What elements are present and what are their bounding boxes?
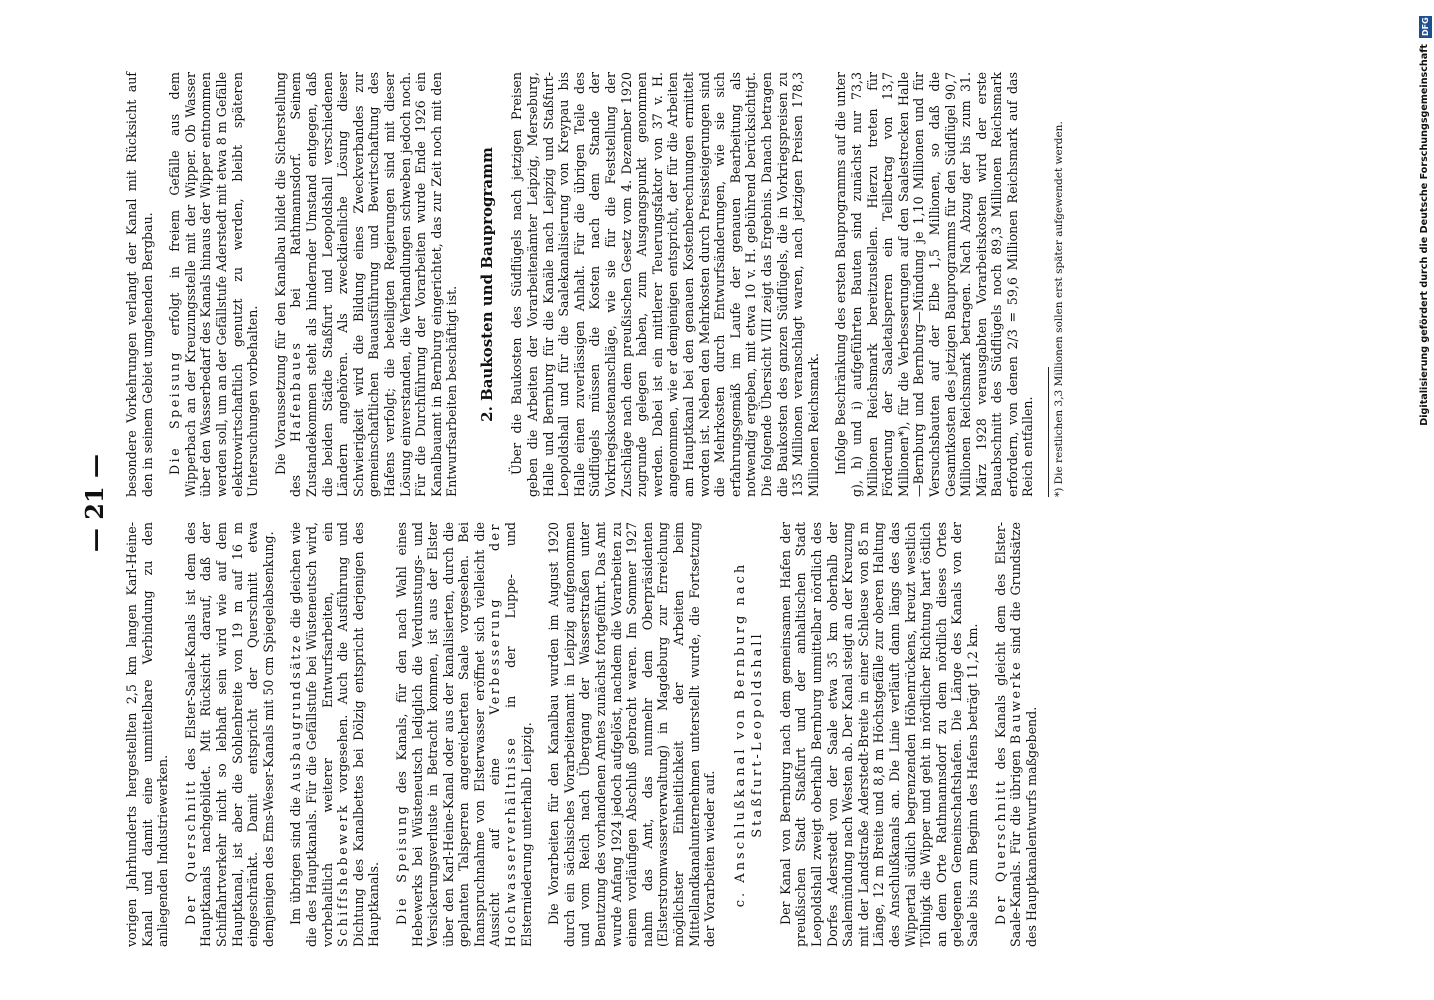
emphasis: Verbesserung der Hochwasserverhältnisse — [487, 522, 519, 947]
page-number: — 21 — — [80, 453, 109, 553]
paragraph-canal-route: Der Kanal von Bernburg nach dem gemeinsamen Hafen der preußischen Stadt Staßfurt und der anhaltischen Stadt Leopoldshall zweigt oberhalb Bernburg unmittelbar nördlich des Dorfes Aderstedt von der Saale etwa 35 km oberhalb der Saalemündung nach Westen ab. Der Kanal steigt an der Kreuzung mit der Landstraße Aderstedt-Breite in einer Schleuse von 85 m Länge, 12 m Breite und 8,8 m Höchstgefälle zur oberen Haltung des Anschlußkanals an. Die Linie verläuft dann längs des das Wippertal südlich begrenzenden Höhenrückens, kreuzt westlich Töllnigk die Wipper und geht in nördlicher Richtung hart östlich an dem Orte Rathmannsdorf zu dem nördlich dieses Ortes gelegenen Gemeinschaftshafen. Die Länge des Kanals von der Saale bis zum Beginn des Hafens beträgt 11,2 km. — [777, 522, 980, 947]
paragraph-harbour: Die Voraussetzung für den Kanalbau bildet die Sicherstellung des Hafenbaues bei Rathmannsdorf. Seinem Zustandekommen steht als hindernder Umstand entgegen, daß die beiden Städte Staßfurt und Leopoldshall verschiedenen Ländern angehören. Als zweckdienliche Lösung dieser Schwierigkeit wird die Bildung eines Zweckverbandes zur gemeinschaftlichen Bauausführung und Bewirtschaftung des Hafens verfolgt; die beteiligten Regierungen sind mit dieser Lösung einverstanden, die Verhandlungen schweben jedoch noch. Für die Durchführung der Vorarbeiten wurde Ende 1926 ein Kanalbauamt in Bernburg eingerichtet, das zur Zeit noch mit den Entwurfsarbeiten beschäftigt ist. — [272, 72, 460, 497]
footnote-divider — [1048, 367, 1049, 497]
section-heading-2: 2. Baukosten und Bauprogramm — [477, 147, 496, 422]
emphasis: Hafenbaues — [288, 340, 304, 442]
footnote: *) Die restlichen 3,3 Millionen sollen erst später aufgewendet werden. — [1053, 121, 1066, 497]
emphasis: Der Querschnitt — [992, 778, 1008, 925]
paragraph-supply: Die Speisung erfolgt in freiem Gefälle aus dem Wipperbach an der Kreuzungsstelle mit der Wipper. Ob Wasser über den Wasserbedarf des Kanals hinaus der Wipper entnommen werden soll, um an der Gefällstufe Aderstedt mit etwa 8 m Gefälle elektrowirtschaftlich genutzt zu werden, bleibt späteren Untersuchungen vorbehalten. — [167, 72, 261, 497]
paragraph-preliminary-work: Die Vorarbeiten für den Kanalbau wurden im August 1920 durch ein sächsisches Vorarbeitenamt in Leipzig aufgenommen und vom Reich nach Übergang der Wasserstraßen unter Benutzung des vorhandenen Amtes zunächst fortgeführt. Das Amt wurde Anfang 1924 jedoch aufgelöst, nachdem die Vorarbeiten zu einem vorläufigen Abschluß gebracht waren. Im Sommer 1927 nahm das Amt, das nunmehr dem Oberpräsidenten (Elsterstromwasserverwaltung) in Magdeburg zur Erreichung möglichster Einheitlichkeit der Arbeiten beim Mittellandkanalunternehmen unterstellt wurde, die Fortsetzung der Vorarbeiten wieder auf. — [546, 522, 718, 947]
paragraph-costs: Über die Baukosten des Südflügels nach jetzigen Preisen geben die Arbeiten der Vorarbeitenämter Leipzig, Merseburg, Halle und Bernburg für die Kanäle nach Leipzig und Staßfurt-Leopoldshall und für die Saalekanalisierung von Kreypau bis Halle einen zuverlässigen Anhalt. Für die übrigen Teile des Südflügels müssen die Kosten nach dem Stande der Vorkriegskostenanschläge, wie sie für die Feststellung der Zuschläge nach dem preußischen Gesetz vom 4. Dezember 1920 zugrunde gelegen haben, zum Ausgangspunkt genommen werden. Dabei ist ein mittlerer Teuerungsfaktor von 37 v. H. angenommen, wie er demjenigen entspricht, der für die Arbeiten am Hauptkanal bei den genauen Kostenberechnungen ermittelt worden ist. Neben den Mehrkosten durch Preissteigerungen sind die Mehrkosten durch Entwurfsänderungen, wie sie sich erfahrungsgemäß im Laufe der genauen Bearbeitung als notwendig ergeben, mit etwa 10 v. H. gebührend berücksichtigt. Die folgende Übersicht VIII zeigt das Ergebnis. Danach betragen die Baukosten des ganzen Südflügels, die in Vorkriegspreisen zu 135 Millionen veranschlagt waren, nach jetzigen Preisen 178,3 Millionen Reichsmark. — [509, 72, 821, 497]
paragraph: vorigen Jahrhunderts hergestellten 2,5 km langen Karl-Heine-Kanal und damit eine unmittelbare Verbindung zu den anliegenden Industriewerken. — [124, 522, 171, 947]
emphasis: Bauwerke — [1008, 659, 1024, 745]
emphasis: Die Speisung — [393, 803, 409, 925]
paragraph-programme: Infolge Beschränkung des ersten Bauprogramms auf die unter g), h) und i) aufgeführten Bauten sind zunächst nur 73,3 Millionen Reichsmark bereitzustellen. Hierzu treten für Förderung der Saaletalsperren ein Teilbetrag von 13,7 Millionen*), für die Verbesserungen auf den Saalestrecken Halle—Bernburg und Bernburg—Mündung je 1,10 Millionen und für Versuchsbauten auf der Elbe 1,5 Millionen, so daß die Gesamtkosten des jetzigen Bauprogramms für den Südflügel 90,7 Millionen Reichsmark betragen. Nach Abzug der bis zum 31. März 1928 verausgabten Vorarbeitskosten wird der erste Bauabschnitt des Südflügels noch 89,3 Millionen Reichsmark erfordern, von denen 2/3 = 59,6 Millionen Reichsmark auf das Reich entfallen. — [833, 72, 1036, 497]
digitization-sidebar — [1418, 8, 1434, 993]
paragraph-cross-section-c: Der Querschnitt des Kanals gleicht dem des Elster-Saale-Kanals. Für die übrigen Bauwerke sind die Grundsätze des Hauptkanalentwurfs maßgebend. — [992, 522, 1039, 947]
paragraph-cross-section: Der Querschnitt des Elster-Saale-Kanals ist dem des Hauptkanals nachgebildet. Mit Rücksicht darauf, daß der Schiffahrtverkehr nicht so lebhaft sein wird wie auf dem Hauptkanal, ist aber die Sohlenbreite von 19 m auf 16 m eingeschränkt. Damit entspricht der Querschnitt etwa demjenigen des Ems-Weser-Kanals mit 50 cm Spiegelabsenkung. — [182, 521, 276, 947]
right-column — [124, 72, 1078, 497]
dfg-logo-icon: DFG — [1421, 17, 1430, 37]
section-heading-c: c. Anschlußkanal von Bernburg nach Staßfurt-Leopoldshall — [732, 561, 765, 908]
emphasis: Schiffshebewerk — [335, 802, 351, 947]
scanned-sheet — [64, 33, 1394, 973]
paragraph: besondere Vorkehrungen verlangt der Kanal mit Rücksicht auf den in seinem Gebiet umgehenden Bergbau. — [124, 72, 155, 497]
paragraph-construction-principles: Im übrigen sind die Ausbaugrundsätze die gleichen wie die des Hauptkanals. Für die Gefällstufe bei Wüsteneutsch wird, vorbehaltlich weiterer Entwurfsarbeiten, ein Schiffshebewerk vorgesehen. Auch die Ausführung und Dichtung des Kanalbettes bei Dölzig entspricht derjenigen des Hauptkanals. — [288, 522, 382, 947]
paragraph-water-supply: Die Speisung des Kanals, für den nach Wahl eines Hebewerks bei Wüsteneutsch lediglich die Verdunstungs- und Versickerungsverluste in Betracht kommen, ist aus der Elster über den Karl-Heine-Kanal oder aus der kanalisierten, durch die geplanten Talsperren angereicherten Saale vorgesehen. Bei Inanspruchnahme von Elsterwasser eröffnet sich vielleicht die Aussicht auf eine Verbesserung der Hochwasserverhältnisse in der Luppe- und Elsterniederung unterhalb Leipzig. — [393, 522, 534, 947]
digitization-notice: Digitalisierung gefördert durch die Deutsche Forschungsgemeinschaft — [1419, 44, 1430, 426]
emphasis: Die Speisung — [167, 350, 183, 475]
emphasis: Der Querschnitt — [182, 779, 198, 925]
emphasis: Ausbaugrundsätze — [288, 633, 304, 792]
left-column — [124, 522, 1051, 947]
